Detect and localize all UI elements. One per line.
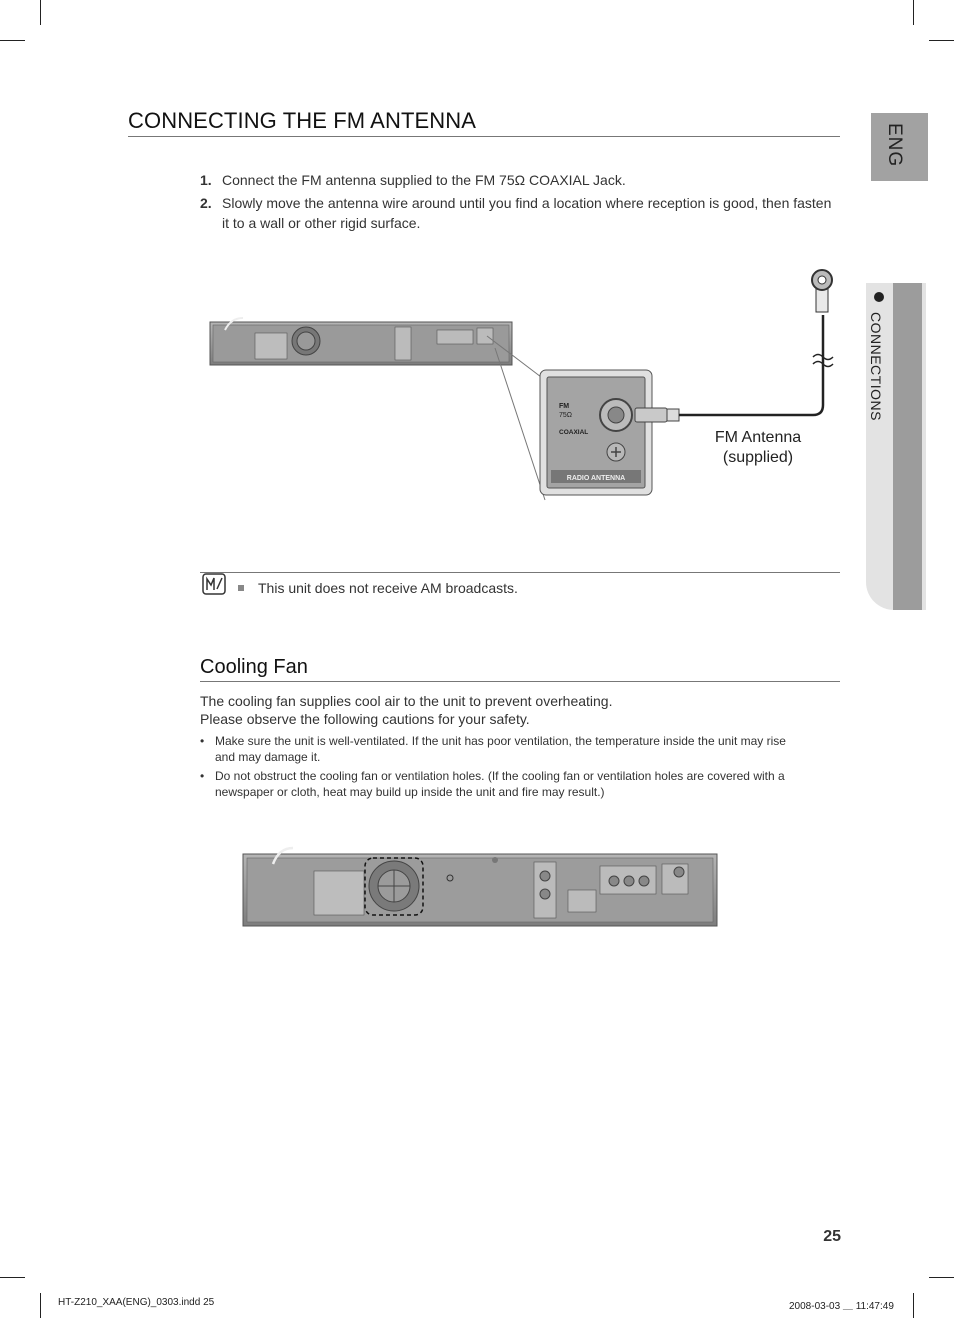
jack-label-coaxial: COAXIAL <box>559 429 589 436</box>
cooling-fan-figure <box>238 838 728 938</box>
caution-list <box>200 733 800 803</box>
crop-mark <box>913 1293 914 1318</box>
step-item <box>200 170 840 190</box>
section-tab-dot <box>874 292 884 302</box>
bullet-dot: • <box>200 769 205 783</box>
step-text: Connect the FM antenna supplied to the FM 75Ω COAXIAL Jack. <box>222 172 626 188</box>
jack-label-fm: FM <box>559 403 570 410</box>
steps-list <box>200 170 840 236</box>
step-number: 2. <box>200 195 212 211</box>
section-intro <box>200 692 840 728</box>
antenna-wire <box>679 315 823 415</box>
caution-text: Make sure the unit is well-ventilated. If the unit has poor ventilation, the temperature inside the unit may rise and may damage it. <box>215 734 786 764</box>
antenna-connection-figure <box>195 260 855 540</box>
note-divider <box>200 572 840 573</box>
page-number: 25 <box>823 1228 841 1245</box>
language-tab <box>871 113 928 181</box>
language-tab-label: ENG <box>884 123 905 168</box>
jack-label-ohm: 75Ω <box>559 412 573 419</box>
section-tab-bar <box>893 283 922 610</box>
crop-mark <box>40 0 41 25</box>
crop-mark <box>929 1277 954 1278</box>
antenna-label-line2: (supplied) <box>722 449 794 466</box>
crop-mark <box>40 1293 41 1318</box>
bullet-dot: • <box>200 734 205 748</box>
crop-mark <box>913 0 914 25</box>
crop-mark <box>0 1277 25 1278</box>
step-text: Slowly move the antenna wire around until you find a location where reception is good, then fasten it to a wall or other rigid surface. <box>222 195 832 231</box>
footer-timestamp: 2008-03-03 ＿ 11:47:49 <box>789 1301 894 1312</box>
caution-text: Do not obstruct the cooling fan or ventilation holes. (If the cooling fan or ventilation holes are covered with a newspaper or cloth, heat may build up inside the unit and fire may result.) <box>215 769 785 799</box>
fm-plug <box>635 408 679 422</box>
step-number: 1. <box>200 172 212 188</box>
antenna-label <box>698 428 818 468</box>
antenna-jack-closeup <box>540 370 652 495</box>
intro-line: The cooling fan supplies cool air to the unit to prevent overheating. <box>200 693 613 709</box>
note-text: This unit does not receive AM broadcasts. <box>258 580 518 596</box>
antenna-label-line1: FM Antenna <box>714 429 802 446</box>
caution-item <box>200 768 800 800</box>
section-tab-label: CONNECTIONS <box>868 312 884 421</box>
crop-mark <box>929 40 954 41</box>
step-item <box>200 193 840 233</box>
note-bullet <box>238 585 244 591</box>
jack-label-radio-antenna: RADIO ANTENNA <box>566 475 626 482</box>
note-icon <box>202 573 226 595</box>
caution-item <box>200 733 800 765</box>
section-heading: Cooling Fan <box>200 656 840 682</box>
receiver-rear-panel <box>210 318 512 365</box>
crop-mark <box>0 40 25 41</box>
footer-file: HT-Z210_XAA(ENG)_0303.indd 25 <box>58 1297 215 1308</box>
intro-line: Please observe the following cautions for your safety. <box>200 711 530 727</box>
page-title: CONNECTING THE FM ANTENNA <box>128 108 840 137</box>
